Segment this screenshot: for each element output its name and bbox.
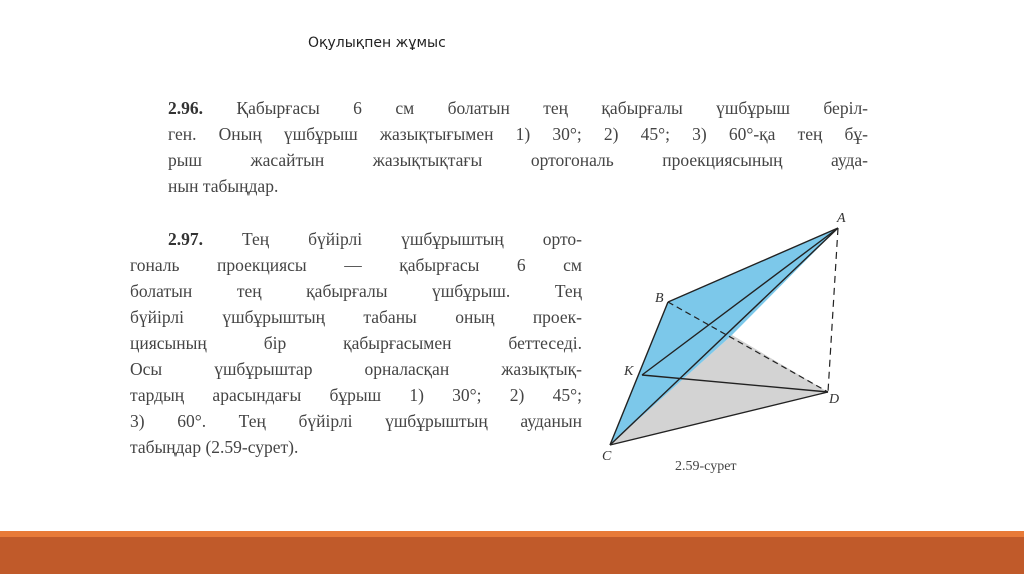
problem-2-96-line-4: нын табыңдар. xyxy=(168,176,279,196)
problem-2-96-number: 2.96. xyxy=(168,98,203,118)
vertex-label-k: K xyxy=(624,364,634,379)
figure-2-59 xyxy=(595,205,865,475)
figure-caption: 2.59-сурет xyxy=(675,459,737,474)
problem-2-97-line-8: 3) 60°. Тең бүйірлі үшбұрыштың ауданын xyxy=(130,411,582,431)
problem-2-96 xyxy=(168,95,868,199)
vertex-label-b: B xyxy=(655,291,664,306)
vertex-label-a: A xyxy=(837,211,846,226)
problem-2-96-line-2: ген. Оның үшбұрыш жазықтығымен 1) 30°; 2) 45°; 3) 60°-қа тең бұ- xyxy=(168,124,868,144)
vertex-label-d: D xyxy=(829,392,840,407)
problem-2-97-line-9: табыңдар (2.59-сурет). xyxy=(130,437,299,457)
problem-2-96-line-1: 2.96. Қабырғасы 6 см болатын тең қабырғалы үшбұрыш беріл- xyxy=(168,98,869,118)
problem-2-97 xyxy=(130,226,582,460)
problem-2-97-line-1: 2.97. Тең бүйірлі үшбұрыштың орто- xyxy=(168,229,582,249)
problem-2-96-line-3: рыш жасайтын жазықтықтағы ортогональ проекциясының ауда- xyxy=(168,150,868,170)
problem-2-97-line-5: циясының бір қабырғасымен беттеседі. xyxy=(130,333,582,353)
problem-2-97-line-3: болатын тең қабырғалы үшбұрыш. Тең xyxy=(130,281,582,301)
vertex-label-c: C xyxy=(602,449,612,464)
edge-ad-dashed xyxy=(828,228,838,392)
footer-bar xyxy=(0,537,1024,574)
problem-2-97-line-6: Осы үшбұрыштар орналасқан жазықтық- xyxy=(130,359,582,379)
slide-title: Оқулықпен жұмыс xyxy=(308,35,446,51)
problem-2-97-line-7: тардың арасындағы бұрыш 1) 30°; 2) 45°; xyxy=(130,385,582,405)
problem-2-97-line-2: гональ проекциясы — қабырғасы 6 см xyxy=(130,255,582,275)
problem-2-97-number: 2.97. xyxy=(168,229,203,249)
problem-2-97-line-4: бүйірлі үшбұрыштың табаны оның проек- xyxy=(130,307,582,327)
